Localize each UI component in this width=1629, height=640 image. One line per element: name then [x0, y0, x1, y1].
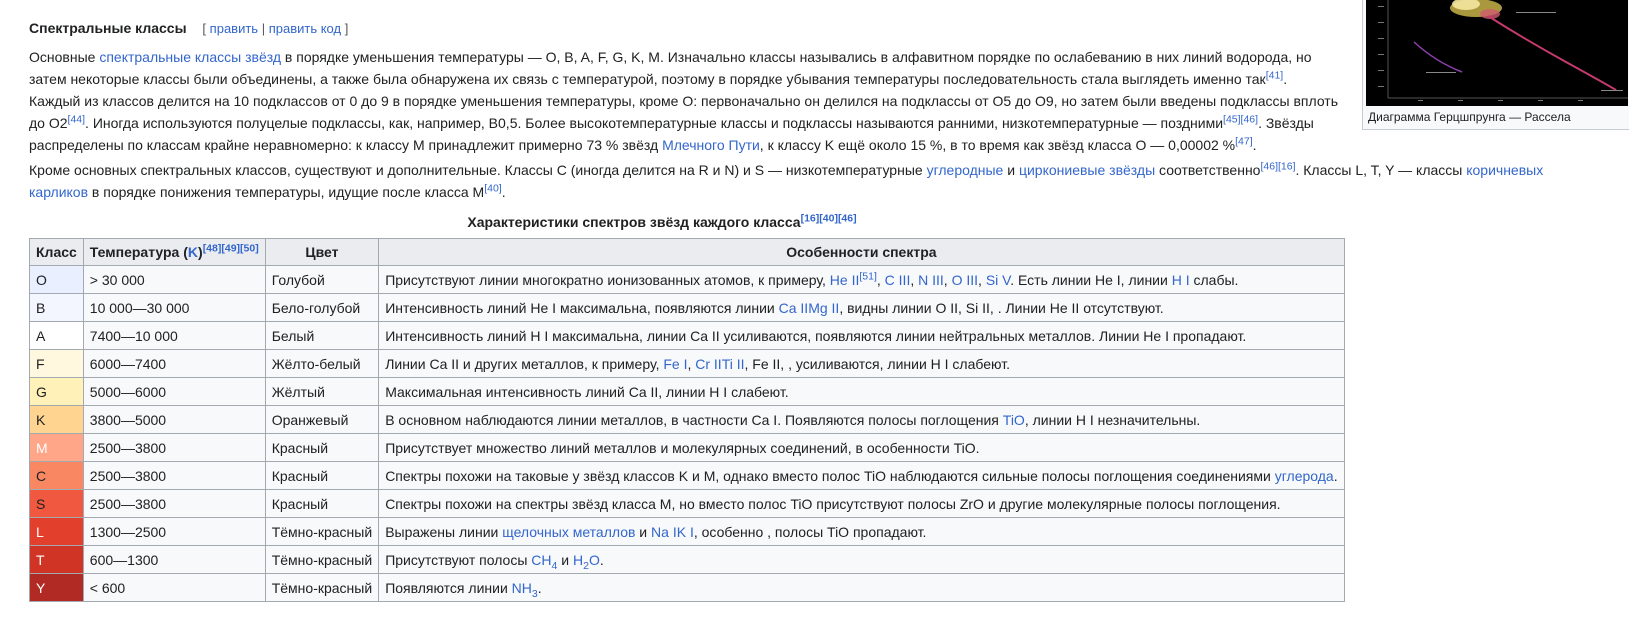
subscript[interactable]: 2 [583, 559, 589, 572]
feature-text: Присутствуют полосы [385, 551, 532, 568]
table-row [30, 546, 1345, 574]
temperature-cell: 2500—3800 [83, 490, 265, 518]
feature-link[interactable]: NH [511, 579, 532, 596]
feature-text: , особенно [693, 523, 768, 540]
edit-links [202, 21, 348, 36]
link-spectral-classes[interactable]: спектральные классы звёзд [99, 49, 282, 65]
figure-hr-diagram [1362, 0, 1629, 130]
table-row [30, 434, 1345, 462]
features-cell [379, 266, 1344, 294]
class-cell: G [30, 378, 84, 406]
link-carbon-stars[interactable]: углеродные [926, 162, 1004, 178]
color-cell: Красный [265, 490, 378, 518]
temperature-cell: > 30 000 [83, 266, 265, 294]
text: в порядке уменьшения температуры — O, B, A, F, G, K, M. Изначально классы назывались в алфавитном порядке по ослабеванию в них линий водорода, но затем некоторые классы были объединены, а также была обнаружена их связь с температурой, поэтому в порядке убывания температуры последовательность стала выглядеть именно так [29, 49, 1312, 87]
color-cell: Бело-голубой [265, 294, 378, 322]
color-cell: Тёмно-красный [265, 518, 378, 546]
table-caption-text: Характеристики спектров звёзд каждого класса [467, 214, 801, 230]
temperature-cell: 5000—6000 [83, 378, 265, 406]
color-cell: Красный [265, 462, 378, 490]
paragraph-spectral-classes [29, 46, 1339, 156]
feature-text: Максимальная интенсивность линий Ca II, линии H I слабеют. [385, 383, 789, 400]
class-cell: O [30, 266, 84, 294]
temperature-cell: 6000—7400 [83, 350, 265, 378]
color-cell: Белый [265, 322, 378, 350]
feature-text: и [557, 551, 573, 568]
class-cell: F [30, 350, 84, 378]
feature-text: , [978, 271, 986, 288]
features-cell [379, 378, 1344, 406]
class-cell: C [30, 462, 84, 490]
table-caption-refs[interactable]: [16][40][46] [800, 212, 857, 225]
header-features: Особенности спектра [379, 239, 1344, 266]
features-cell [379, 546, 1344, 574]
feature-text: , [876, 271, 885, 288]
class-cell: M [30, 434, 84, 462]
table-row [30, 518, 1345, 546]
feature-text: Линии Ca II и других металлов, к примеру, [385, 355, 664, 372]
feature-text: . [599, 551, 604, 568]
text: Основные [29, 49, 100, 65]
table-row [30, 378, 1345, 406]
features-cell [379, 322, 1344, 350]
text: в порядке понижения температуры, идущие после класса M [88, 184, 485, 200]
class-cell: S [30, 490, 84, 518]
table-row [30, 462, 1345, 490]
figure-caption: Диаграмма Герцшпрунга — Рассела [1368, 110, 1571, 124]
table-row [30, 406, 1345, 434]
color-cell: Жёлто-белый [265, 350, 378, 378]
table-row [30, 294, 1345, 322]
feature-text: . [537, 579, 542, 596]
feature-link[interactable]: углерода [1274, 467, 1334, 484]
link-zirconium-stars[interactable]: циркониевые звёзды [1018, 162, 1156, 178]
ref-40[interactable]: [40] [484, 182, 502, 195]
text: . [501, 184, 506, 200]
color-cell: Голубой [265, 266, 378, 294]
class-cell: L [30, 518, 84, 546]
feature-text: и [635, 523, 652, 540]
features-cell [379, 490, 1344, 518]
text: . Звёзды распределены по классам крайне неравномерно: к классу M принадлежит примерно 73 % звёзд [29, 115, 1314, 153]
class-cell: A [30, 322, 84, 350]
header-color: Цвет [265, 239, 378, 266]
table-row [30, 266, 1345, 294]
feature-text: Интенсивность линий He I максимальна, появляются линии [385, 299, 779, 316]
subscript[interactable]: 3 [531, 587, 538, 600]
color-cell: Тёмно-красный [265, 546, 378, 574]
text: соответственно [1155, 162, 1261, 178]
feature-text: , [910, 271, 919, 288]
text: , к классу K ещё около 15 %, в то время как звёзд класса O — 0,00002 % [759, 137, 1236, 153]
feature-link[interactable]: Si V [985, 271, 1011, 288]
class-cell: K [30, 406, 84, 434]
feature-link[interactable]: K I [676, 523, 694, 540]
link-brown-dwarfs[interactable]: коричневых карликов [29, 162, 1544, 200]
class-cell: T [30, 546, 84, 574]
features-cell [379, 406, 1344, 434]
feature-link[interactable]: H [572, 551, 584, 568]
table-header-row [30, 239, 1345, 266]
class-cell: Y [30, 574, 84, 602]
feature-link[interactable]: TiO [1002, 411, 1025, 428]
features-cell [379, 434, 1344, 462]
table-caption [29, 214, 1295, 230]
features-cell [379, 462, 1344, 490]
feature-text: , [943, 271, 952, 288]
edit-separator: | [261, 21, 266, 36]
bracket-close: ] [344, 21, 349, 36]
ref-45-46[interactable]: [45][46] [1223, 113, 1259, 126]
header-class: Класс [30, 239, 84, 266]
ref-47[interactable]: [47] [1235, 135, 1253, 148]
feature-link[interactable]: Fe I [663, 355, 688, 372]
feature-text: Присутствуют линии многократно ионизованных атомов, к примеру, [385, 271, 830, 288]
table-row [30, 322, 1345, 350]
temperature-cell: 7400—10 000 [83, 322, 265, 350]
feature-text: Спектры похожи на спектры звёзд класса M, но вместо полос TiO присутствуют полосы ZrO и другие молекулярные полосы поглощения. [385, 495, 1281, 512]
feature-text: Появляются линии [385, 579, 512, 596]
reference-link[interactable]: [51] [859, 269, 877, 282]
text: . Классы L, T, Y — классы [1295, 162, 1467, 178]
temperature-cell: 2500—3800 [83, 434, 265, 462]
feature-link[interactable]: Mg II [808, 299, 840, 316]
feature-link[interactable]: C III [884, 271, 911, 288]
temperature-cell: < 600 [83, 574, 265, 602]
feature-text: , полосы TiO пропадают. [767, 523, 927, 540]
bracket-open: [ [202, 21, 207, 36]
temperature-cell: 2500—3800 [83, 462, 265, 490]
subscript[interactable]: 4 [551, 559, 558, 572]
header-temperature-refs[interactable]: [48][49][50] [202, 242, 259, 255]
table-body [30, 266, 1345, 602]
spectral-classes-table [29, 238, 1345, 602]
feature-link[interactable]: Cr II [695, 355, 722, 372]
feature-text: . Линии He II отсутствуют. [997, 299, 1164, 316]
reference [859, 270, 877, 282]
section-title: Спектральные классы [29, 20, 187, 36]
text: Кроме основных спектральных классов, существуют и дополнительные. Классы C (иногда делится на R и N) и S — низкотемпературные [29, 162, 927, 178]
class-cell: B [30, 294, 84, 322]
header-temperature-close: ) [198, 244, 203, 260]
table-row [30, 490, 1345, 518]
hr-diagram-image[interactable] [1366, 0, 1628, 106]
feature-text: , усиливаются, линии H I слабеют. [788, 355, 1010, 372]
link-kelvin[interactable]: K [187, 244, 199, 260]
feature-link[interactable]: N III [918, 271, 944, 288]
temperature-cell: 600—1300 [83, 546, 265, 574]
feature-text: В основном наблюдаются линии металлов, в частности Ca I. Появляются полосы поглощения [385, 411, 1003, 428]
feature-link[interactable]: O [588, 551, 600, 568]
temperature-cell: 1300—2500 [83, 518, 265, 546]
features-cell [379, 350, 1344, 378]
link-milky-way[interactable]: Млечного Пути [662, 137, 760, 153]
color-cell: Тёмно-красный [265, 574, 378, 602]
text: и [1003, 162, 1019, 178]
feature-text: Выражены линии [385, 523, 503, 540]
feature-text: , видны линии O II, Si II, [839, 299, 998, 316]
color-cell: Жёлтый [265, 378, 378, 406]
feature-text: слабы. [1189, 271, 1239, 288]
edit-code-link[interactable]: править код [268, 21, 342, 36]
features-cell [379, 574, 1344, 602]
feature-text: , Fe II, [744, 355, 789, 372]
color-cell: Оранжевый [265, 406, 378, 434]
table-row [30, 350, 1345, 378]
feature-text: , [687, 355, 696, 372]
text: . [1252, 137, 1257, 153]
text: . Иногда используются полуцелые подклассы, как, например, B0,5. Более высокотемпературные классы и подклассы называются ранними, низкотемпературные — поздними [85, 115, 1224, 131]
text: . Каждый из классов делится на 10 подклассов от 0 до 9 в порядке уменьшения температуры, кроме O: первоначально он делился на подклассы от O5 до O9, но затем были введены подклассы вплоть до O2 [29, 71, 1339, 131]
ref-41[interactable]: [41] [1265, 69, 1284, 82]
features-cell [379, 294, 1344, 322]
table-row [30, 574, 1345, 602]
feature-link[interactable]: He II [829, 271, 860, 288]
feature-link[interactable]: щелочных металлов [502, 523, 636, 540]
temperature-cell: 10 000—30 000 [83, 294, 265, 322]
color-cell: Красный [265, 434, 378, 462]
features-cell [379, 518, 1344, 546]
ref-46-16[interactable]: [46][16] [1260, 160, 1296, 173]
header-temperature-label: Температура ( [89, 244, 188, 260]
feature-link[interactable]: Na I [651, 523, 677, 540]
feature-text: , линии H I незначительны. [1024, 411, 1201, 428]
temperature-cell: 3800—5000 [83, 406, 265, 434]
feature-text: Спектры похожи на таковые у звёзд классов K и M, однако вместо полос TiO наблюдаются сильные полосы поглощения соединениями [385, 467, 1275, 484]
feature-text: . [1333, 467, 1338, 484]
section-heading [29, 20, 348, 40]
feature-link[interactable]: CH [531, 551, 552, 568]
feature-text: Интенсивность линий H I максимальна, линии Ca II усиливаются, появляются линии нейтральных металлов. Линии He I пропадают. [385, 327, 1247, 344]
hr-diagram-graphic [1366, 0, 1628, 106]
feature-text: . Есть линии He I, линии [1010, 271, 1172, 288]
feature-link[interactable]: H I [1171, 271, 1190, 288]
header-temperature [83, 239, 265, 266]
feature-text: Присутствует множество линий металлов и молекулярных соединений, в особенности TiO. [385, 439, 980, 456]
paragraph-additional-classes [29, 159, 1569, 203]
feature-link[interactable]: O III [951, 271, 979, 288]
edit-link[interactable]: править [209, 21, 259, 36]
feature-link[interactable]: Ca II [778, 299, 809, 316]
ref-44[interactable]: [44] [67, 113, 86, 126]
feature-link[interactable]: Ti II [721, 355, 745, 372]
